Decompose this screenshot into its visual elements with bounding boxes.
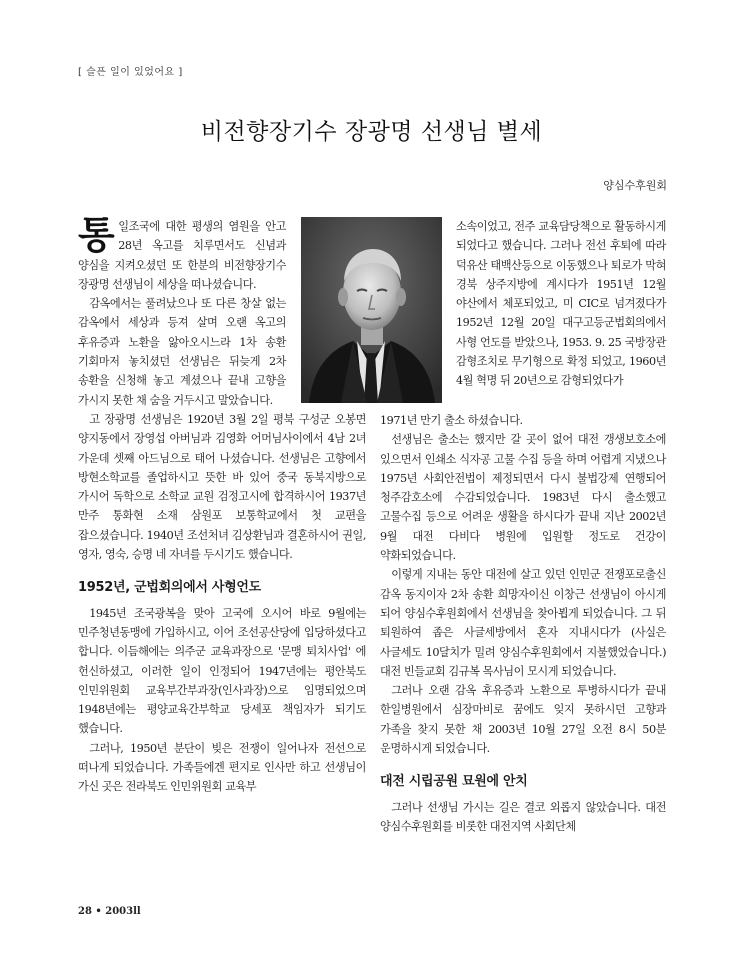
paragraph-continued: 소속이었고, 전주 교육담당책으로 활동하시게 되었다고 했습니다. 그러나 전선 후퇴에 따라 덕유산 태백산등으로 이동했으나 퇴로가 막혀 경북 상주지방에 계시다가 1951년 12월 야산에서 체포되었고, 미 CIC로 넘겨졌다가 1952년 12월 20일 대구고등군법회의에서 사형 언도를 받았으나, 1953. 9. 25 국방장관 감형조치로 무기형으로 확정 되었고, 1960년 4월 혁명 뒤 20년으로 감형되었다가 — [456, 220, 666, 388]
article-left-column — [78, 212, 366, 797]
paragraph: 그러나, 1950년 분단이 빚은 전쟁이 일어나자 전선으로 떠나게 되었습니다. 가족들에겐 편지로 인사만 하고 선생님이 가신 곳은 전라북도 인민위원회 교육부 — [78, 741, 366, 794]
section-tag: [ 슬픈 일이 있었어요 ] — [78, 67, 183, 78]
page-footer: 28 • 2003ll — [78, 906, 141, 917]
subheading-1952: 1952년, 군법회의에서 사형언도 — [78, 580, 261, 596]
dropcap: 통 — [78, 212, 115, 257]
paragraph: 1945년 조국광복을 맞아 고국에 오시어 바로 9월에는 민주청년동맹에 가입하시고, 이어 조선공산당에 입당하셨다고 합니다. 이듬해에는 의주군 교육과장으로 '문맹 퇴치사업' 에 헌신하셨고, 이러한 일이 인정되어 1947년에는 평안북도 인민위원회 교육부간부과장(인사과장)으로 임명되었으며 1948년에는 평양교육간부학교 당세포 책임자가 되기도 했습니다. — [78, 606, 366, 736]
article-author: 양심수후원회 — [603, 179, 667, 192]
paragraph-continued-end: 1971년 만기 출소 하셨습니다. — [380, 414, 523, 427]
paragraph: 선생님은 출소는 했지만 갈 곳이 없어 대전 갱생보호소에 있으면서 인쇄소 식자공 고물 수집 등을 하며 어렵게 지냈으나 1975년 사회안전법이 제정되면서 다시 불법강제 연행되어 청주감호소에 수감되었습니다. 1983년 다시 출소했고 고물수집 등으로 어려운 생활을 하시다가 끝내 지난 2002년 9월 대전 다비다 병원에 입원할 정도로 건강이 약화되었습니다. — [380, 433, 666, 563]
paragraph: 감옥에서는 풀려났으나 또 다른 창살 없는 감옥에서 세상과 등져 살며 오랜 옥고의 후유증과 노환을 앓아오시느라 1차 송환 기회마저 놓치셨던 선생님은 뒤늦게 2차 송환을 신청해 놓고 계셨으나 끝내 고향을 가시지 못한 채 숨을 거두시고 말았습니다. — [78, 297, 286, 407]
article-right-column — [380, 411, 666, 836]
paragraph-intro-text: 일조국에 대한 평생의 염원을 안고 28년 옥고를 치루면서도 신념과 양심을 지켜오셨던 또 한분의 비전향장기수 장광명 선생님이 세상을 떠나셨습니다. — [78, 220, 286, 291]
paragraph: 그러나 선생님 가시는 길은 결코 외롭지 않았습니다. 대전 양심수후원회를 비롯한 대전지역 사회단체 — [380, 800, 666, 833]
article-title: 비전향장기수 장광명 선생님 별세 — [200, 119, 543, 145]
paragraph: 고 장광명 선생님은 1920년 3월 2일 평북 구성군 오봉면 양지동에서 장영섭 아버님과 김영화 어머님사이에서 4남 2녀 가운데 셋째 아드님으로 태어 나셨습니다. 선생님은 고향에서 방현소학교를 졸업하시고 뜻한 바 있어 중국 동북지방으로 가시어 독학으로 소학교 교원 검정고시에 합격하시어 1937년 만주 통화현 소재 삼원포 보통학교에서 첫 교편을 잡으셨습니다. 1940년 조선처녀 김상환님과 결혼하시어 권일, 영자, 영숙, 승명 네 자녀를 두시기도 했습니다. — [78, 412, 366, 562]
subheading-cemetery: 대전 시립공원 묘원에 안치 — [380, 774, 528, 790]
paragraph: 그러나 오랜 감옥 후유증과 노환으로 투병하시다가 끝내 한일병원에서 심장마비로 꿈에도 잊지 못하시던 고향과 가족을 찾지 못한 채 2003년 10월 27일 오전 8시 50분 운명하시게 되었습니다. — [380, 684, 666, 756]
paragraph-intro — [78, 212, 286, 294]
left-column-top — [78, 212, 286, 410]
paragraph: 이렇게 지내는 동안 대전에 살고 있던 인민군 전쟁포로출신 감옥 동지이자 2차 송환 희망자이신 이창근 선생님이 아시게 되어 양심수후원회에서 선생님을 찾아뵙게 되었습니다. 그 뒤 퇴원하여 좁은 사글세방에서 혼자 지내시다가 (사실은 사글세도 10달치가 밀려 양심수후원회에서 지불했었습니다.) 대전 빈들교회 김규복 목사님이 모시게 되었습니다. — [380, 568, 666, 678]
article-right-column-top — [456, 217, 666, 391]
